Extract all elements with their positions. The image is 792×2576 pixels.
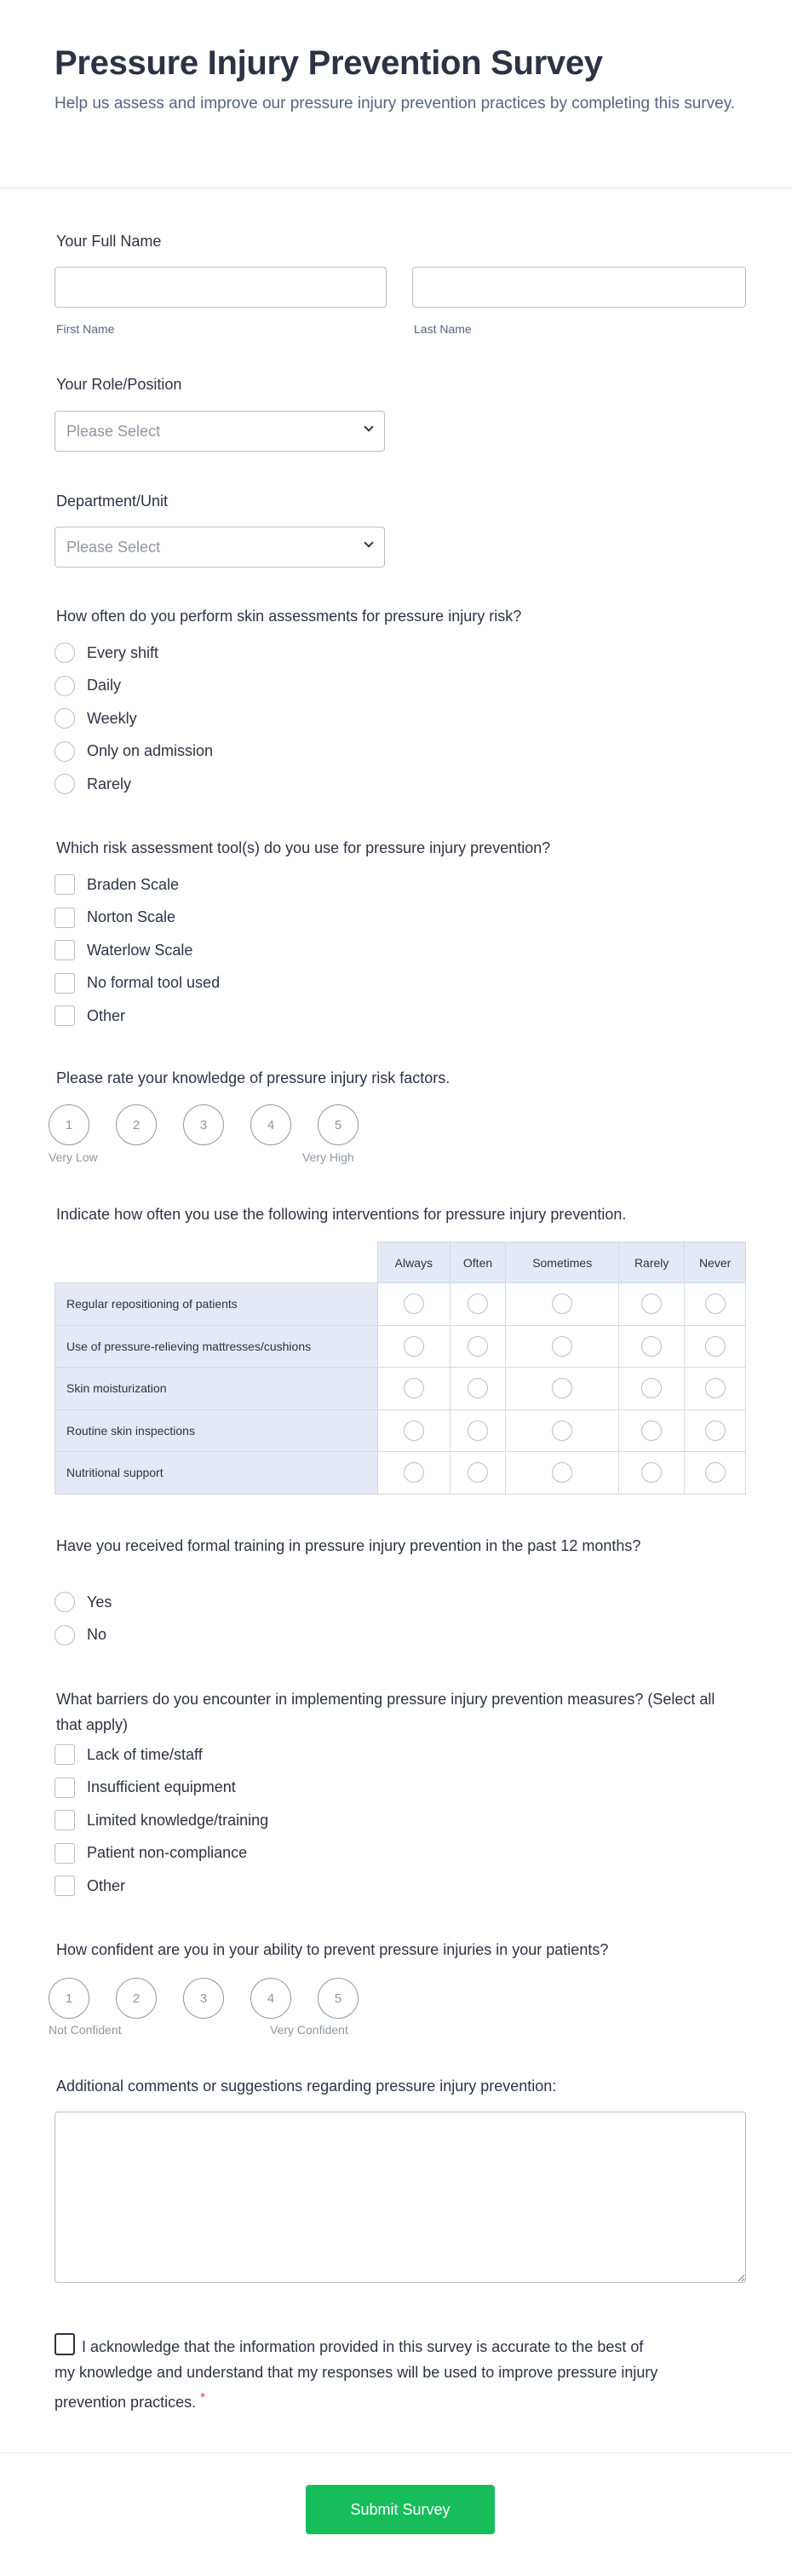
- chevron-down-icon: [364, 538, 373, 547]
- matrix-radio[interactable]: [705, 1421, 726, 1441]
- option-label: Other: [87, 1876, 126, 1894]
- matrix-row: [55, 1325, 746, 1368]
- matrix-cell: [450, 1325, 506, 1368]
- role-select[interactable]: [55, 411, 385, 452]
- matrix-cell: [506, 1409, 619, 1452]
- matrix-radio[interactable]: [641, 1378, 662, 1398]
- full-name-label: Your Full Name: [56, 233, 162, 250]
- option-label: No: [87, 1626, 107, 1644]
- matrix-radio[interactable]: [468, 1294, 488, 1314]
- matrix-cell: [685, 1368, 746, 1410]
- barriers-question: What barriers do you encounter in implementing pressure injury prevention measures? (Select all that apply): [56, 1691, 715, 1733]
- matrix-cell: [685, 1452, 746, 1495]
- knowledge-high-label: Very High: [302, 1150, 354, 1164]
- q_barriers-option[interactable]: [55, 1874, 125, 1898]
- check-input[interactable]: [55, 940, 75, 960]
- matrix-column-header: Never: [685, 1242, 746, 1283]
- rating-option-3[interactable]: 3: [183, 1978, 224, 2019]
- q_tools-option[interactable]: [55, 906, 175, 930]
- option-label: Rarely: [87, 775, 132, 792]
- q_assess-option[interactable]: [55, 772, 131, 796]
- matrix-cell: [685, 1325, 746, 1368]
- q_training-option[interactable]: [55, 1623, 106, 1647]
- matrix-cell: [450, 1368, 506, 1410]
- q_tools-option[interactable]: [55, 873, 179, 896]
- rating-option-3[interactable]: 3: [183, 1104, 224, 1145]
- matrix-row-label: Regular repositioning of patients: [55, 1283, 378, 1326]
- page-title: Pressure Injury Prevention Survey: [55, 44, 603, 82]
- interventions-question: Indicate how often you use the following interventions for pressure injury prevention.: [56, 1206, 627, 1223]
- q_assess-option[interactable]: [55, 706, 137, 730]
- option-label: Waterlow Scale: [87, 941, 193, 959]
- matrix-cell: [450, 1452, 506, 1495]
- check-input[interactable]: [55, 973, 75, 994]
- q_tools-option[interactable]: [55, 1004, 125, 1028]
- training-question: Have you received formal training in pressure injury prevention in the past 12 months?: [56, 1537, 641, 1554]
- matrix-radio[interactable]: [552, 1421, 572, 1441]
- confidence-question: How confident are you in your ability to prevent pressure injuries in your patients?: [56, 1941, 609, 1958]
- check-input[interactable]: [55, 908, 75, 928]
- option-label: No formal tool used: [87, 974, 221, 992]
- matrix-row: [55, 1409, 746, 1452]
- q_tools-option[interactable]: [55, 971, 220, 995]
- option-label: Insufficient equipment: [87, 1778, 236, 1796]
- matrix-cell: [618, 1283, 684, 1326]
- matrix-row-label: Skin moisturization: [55, 1368, 378, 1410]
- matrix-row-label: Routine skin inspections: [55, 1409, 378, 1452]
- option-label: Only on admission: [87, 742, 214, 760]
- option-label: Norton Scale: [87, 908, 176, 926]
- first-name-sublabel: First Name: [56, 322, 115, 336]
- matrix-row-label: Use of pressure-relieving mattresses/cushions: [55, 1325, 378, 1368]
- matrix-radio[interactable]: [468, 1462, 488, 1483]
- option-label: Patient non-compliance: [87, 1844, 248, 1862]
- role-label: Your Role/Position: [56, 376, 182, 393]
- acknowledge-checkbox[interactable]: [55, 2333, 75, 2355]
- matrix-cell: [378, 1452, 451, 1495]
- rating-option-1[interactable]: 1: [49, 1104, 89, 1145]
- rating-option-4[interactable]: 4: [250, 1978, 291, 2019]
- matrix-radio[interactable]: [552, 1462, 572, 1483]
- check-input[interactable]: [55, 1810, 75, 1830]
- option-label: Braden Scale: [87, 875, 180, 893]
- matrix-cell: [378, 1368, 451, 1410]
- acknowledgement: [55, 2333, 668, 2415]
- matrix-radio[interactable]: [468, 1421, 488, 1441]
- submit-button[interactable]: Submit Survey: [306, 2485, 495, 2534]
- interventions-matrix: [55, 1242, 746, 1495]
- matrix-column-header: Rarely: [618, 1242, 684, 1283]
- confidence-low-label: Not Confident: [49, 2023, 122, 2037]
- radio-input[interactable]: [55, 708, 75, 729]
- knowledge-low-label: Very Low: [49, 1150, 98, 1164]
- matrix-radio[interactable]: [641, 1294, 662, 1314]
- matrix-corner: [55, 1242, 378, 1283]
- matrix-cell: [685, 1409, 746, 1452]
- check-input[interactable]: [55, 1843, 75, 1864]
- radio-input[interactable]: [55, 643, 75, 663]
- matrix-radio[interactable]: [641, 1462, 662, 1483]
- matrix-radio[interactable]: [641, 1336, 662, 1357]
- matrix-cell: [378, 1409, 451, 1452]
- radio-input[interactable]: [55, 1592, 75, 1612]
- option-label: Lack of time/staff: [87, 1745, 203, 1763]
- matrix-cell: [378, 1325, 451, 1368]
- option-label: Yes: [87, 1593, 112, 1611]
- matrix-radio[interactable]: [404, 1462, 424, 1483]
- matrix-cell: [618, 1368, 684, 1410]
- matrix-radio[interactable]: [404, 1378, 424, 1398]
- option-label: Daily: [87, 677, 122, 694]
- role-placeholder: Please Select: [66, 423, 161, 440]
- check-input[interactable]: [55, 874, 75, 895]
- q_assess-option[interactable]: [55, 641, 158, 665]
- matrix-column-header: Often: [450, 1242, 506, 1283]
- radio-input[interactable]: [55, 1625, 75, 1645]
- check-input[interactable]: [55, 1876, 75, 1896]
- q_assess-option[interactable]: [55, 740, 213, 764]
- matrix-radio[interactable]: [705, 1462, 726, 1483]
- matrix-radio[interactable]: [552, 1378, 572, 1398]
- option-label: Weekly: [87, 709, 137, 727]
- confidence-high-label: Very Confident: [270, 2023, 348, 2037]
- option-label: Other: [87, 1006, 126, 1024]
- matrix-column-header: Always: [378, 1242, 451, 1283]
- check-input[interactable]: [55, 1778, 75, 1798]
- matrix-cell: [506, 1452, 619, 1495]
- department-select[interactable]: [55, 527, 385, 568]
- matrix-cell: [506, 1325, 619, 1368]
- matrix-cell: [378, 1283, 451, 1326]
- matrix-radio[interactable]: [404, 1294, 424, 1314]
- tools-question: Which risk assessment tool(s) do you use for pressure injury prevention?: [56, 839, 551, 856]
- matrix-radio[interactable]: [705, 1378, 726, 1398]
- rating-option-5[interactable]: 5: [318, 1104, 359, 1145]
- q_barriers-option[interactable]: [55, 1841, 247, 1865]
- rating-option-1[interactable]: 1: [49, 1978, 89, 2019]
- chevron-down-icon: [364, 422, 373, 431]
- matrix-row: [55, 1452, 746, 1495]
- rating-option-5[interactable]: 5: [318, 1978, 359, 2019]
- matrix-cell: [618, 1452, 684, 1495]
- matrix-radio[interactable]: [705, 1294, 726, 1314]
- department-label: Department/Unit: [56, 493, 169, 510]
- matrix-cell: [450, 1283, 506, 1326]
- matrix-cell: [450, 1409, 506, 1452]
- matrix-cell: [685, 1283, 746, 1326]
- rating-option-2[interactable]: 2: [116, 1104, 157, 1145]
- acknowledge-text: I acknowledge that the information provided in this survey is accurate to the best of my knowledge and understand that my responses will be used to improve pressure injury prevention practices.: [55, 2338, 658, 2411]
- q_tools-option[interactable]: [55, 938, 192, 962]
- comments-textarea[interactable]: [55, 2112, 746, 2283]
- check-input[interactable]: [55, 1744, 75, 1765]
- first-name-input[interactable]: [55, 267, 387, 308]
- matrix-radio[interactable]: [641, 1421, 662, 1441]
- page-subtitle: Help us assess and improve our pressure injury prevention practices by completing this survey.: [55, 95, 736, 112]
- matrix-row: [55, 1283, 746, 1326]
- matrix-radio[interactable]: [468, 1336, 488, 1357]
- matrix-radio[interactable]: [404, 1421, 424, 1441]
- option-label: Every shift: [87, 643, 159, 661]
- matrix-radio[interactable]: [705, 1336, 726, 1357]
- assessment-question: How often do you perform skin assessments for pressure injury risk?: [56, 608, 522, 625]
- matrix-radio[interactable]: [552, 1294, 572, 1314]
- radio-input[interactable]: [55, 774, 75, 794]
- matrix-column-header: Sometimes: [506, 1242, 619, 1283]
- footer-divider: [0, 2452, 792, 2453]
- rating-option-2[interactable]: 2: [116, 1978, 157, 2019]
- header-divider: [0, 187, 792, 188]
- q_barriers-option[interactable]: [55, 1808, 268, 1832]
- comments-label: Additional comments or suggestions regarding pressure injury prevention:: [56, 2078, 557, 2095]
- matrix-cell: [506, 1368, 619, 1410]
- q_barriers-option[interactable]: [55, 1743, 203, 1766]
- option-label: Limited knowledge/training: [87, 1811, 269, 1829]
- last-name-input[interactable]: [412, 267, 746, 308]
- matrix-radio[interactable]: [404, 1336, 424, 1357]
- department-placeholder: Please Select: [66, 539, 161, 556]
- matrix-row: [55, 1368, 746, 1410]
- q_barriers-option[interactable]: [55, 1776, 236, 1800]
- matrix-radio[interactable]: [468, 1378, 488, 1398]
- knowledge-question: Please rate your knowledge of pressure injury risk factors.: [56, 1069, 451, 1086]
- matrix-row-label: Nutritional support: [55, 1452, 378, 1495]
- matrix-cell: [506, 1283, 619, 1326]
- radio-input[interactable]: [55, 676, 75, 696]
- matrix-radio[interactable]: [552, 1336, 572, 1357]
- q_assess-option[interactable]: [55, 674, 121, 698]
- matrix-cell: [618, 1409, 684, 1452]
- required-asterisk: *: [200, 2390, 205, 2405]
- matrix-cell: [618, 1325, 684, 1368]
- check-input[interactable]: [55, 1006, 75, 1026]
- last-name-sublabel: Last Name: [414, 322, 472, 336]
- q_training-option[interactable]: [55, 1590, 112, 1614]
- rating-option-4[interactable]: 4: [250, 1104, 291, 1145]
- radio-input[interactable]: [55, 741, 75, 762]
